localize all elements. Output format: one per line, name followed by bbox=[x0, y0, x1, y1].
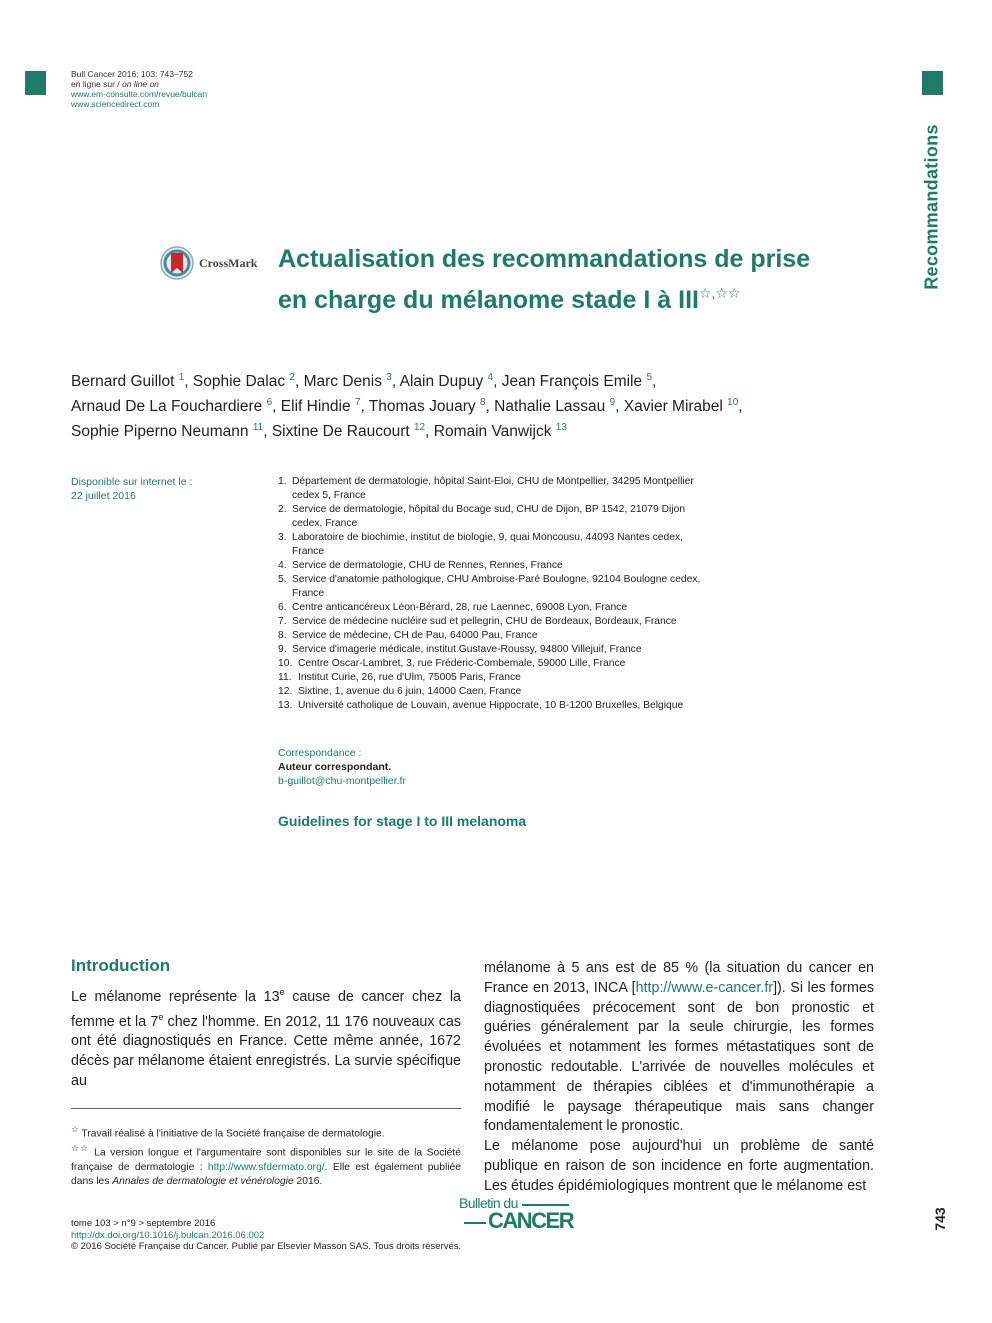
author-affiliation-ref[interactable]: 5 bbox=[646, 372, 652, 383]
author-name: Sophie Piperno Neumann bbox=[71, 423, 249, 441]
title-footnote-marks: ☆,☆☆ bbox=[698, 285, 741, 301]
online-availability: en ligne sur / on line on bbox=[71, 79, 159, 89]
affiliation-text: Service d'anatomie pathologique, CHU Ambroise-Paré Boulogne, 92104 Boulogne cedex, France bbox=[292, 574, 701, 599]
affiliation-text: Université catholique de Louvain, avenue Hippocrate, 10 B-1200 Bruxelles, Belgique bbox=[298, 700, 684, 711]
affiliation-text: Centre Oscar-Lambret, 3, rue Fréderic-Combemale, 59000 Lille, France bbox=[298, 658, 626, 669]
author-affiliation-ref[interactable]: 3 bbox=[386, 372, 392, 383]
sciencedirect-link[interactable]: www.sciencedirect.com bbox=[71, 99, 160, 109]
sfdermato-link[interactable]: http://www.sfdermato.org/ bbox=[207, 1161, 325, 1173]
doi-link[interactable]: http://dx.doi.org/10.1016/j.bulcan.2016.06.002 bbox=[71, 1229, 265, 1241]
affiliation-text: Service de dermatologie, CHU de Rennes, Rennes, France bbox=[292, 560, 563, 571]
affiliation-number: 7. bbox=[278, 616, 287, 627]
author-name: Bernard Guillot bbox=[71, 373, 175, 391]
affiliation-number: 1. bbox=[278, 476, 287, 487]
page-number: 743 bbox=[932, 1207, 948, 1231]
author-name: Arnaud De La Fouchardiere bbox=[71, 398, 263, 416]
footnotes: ☆ Travail réalisé à l'initiative de la Société française de dermatologie. ☆☆ La version longue et l'argumentaire sont disponibles sur le site de la Société française de dermatologie : http://www.sfdermato.org/. Elle est également publiée dans les Annales de dermatologie et vénérologie 2016. bbox=[71, 1124, 461, 1187]
author-name: Xavier Mirabel bbox=[623, 398, 723, 416]
affiliation-item bbox=[278, 671, 708, 685]
author-affiliation-ref[interactable]: 9 bbox=[609, 397, 616, 409]
author-affiliation-ref[interactable]: 8 bbox=[479, 397, 486, 409]
affiliation-number: 5. bbox=[278, 574, 287, 585]
author-affiliation-ref[interactable]: 1 bbox=[178, 372, 185, 383]
affiliation-item bbox=[278, 573, 708, 601]
author-name: Alain Dupuy bbox=[399, 373, 484, 391]
author-name: Sixtine De Raucourt bbox=[271, 423, 410, 441]
journal-logo: Bulletin du CANCER bbox=[459, 1195, 574, 1233]
correspondence: Correspondance : Auteur correspondant. b-guillot@chu-montpellier.fr bbox=[278, 747, 406, 787]
affiliation-item bbox=[278, 699, 708, 713]
affiliation-text: Service de médecine nucléire sud et pellegrin, CHU de Bordeaux, Bordeaux, France bbox=[292, 616, 677, 627]
availability-date: 22 juillet 2016 bbox=[71, 490, 136, 502]
affiliation-item bbox=[278, 657, 708, 671]
affiliation-text: Service de dermatologie, hôpital du Bocage sud, CHU de Dijon, BP 1542, 21079 Dijon cedex, France bbox=[292, 504, 686, 529]
page-footer bbox=[71, 1218, 461, 1253]
journal-header bbox=[71, 69, 207, 109]
affiliation-text: Centre anticancéreux Léon-Bérard, 28, rue Laennec, 69008 Lyon, France bbox=[292, 602, 628, 613]
e-cancer-link[interactable]: http://www.e-cancer.fr bbox=[635, 979, 774, 996]
author-name: Elif Hindie bbox=[280, 398, 351, 416]
author-affiliation-ref[interactable]: 7 bbox=[354, 397, 361, 409]
author-list: Bernard Guillot $^1$, Sophie Dalac $^2$, Marc Denis $^3$, Alain Dupuy $^4$, Jean François Emile $^5$, Arnaud De La Fouchardiere $^6$, Elif Hindie $^7$, Thomas Jouary $^8$, Nathalie Lassau $^9$, Xavier Mirabel $^{10}$, Sophie Piperno Neumann $^{11}$, Sixtine De Raucourt $^{12}$, Romain Vanwijck $^{13}$ bbox=[71, 372, 743, 441]
affiliation-text: Sixtine, 1, avenue du 6 juin, 14000 Caen, France bbox=[298, 686, 522, 697]
availability: Disponible sur internet le : 22 juillet 2016 bbox=[71, 476, 193, 502]
crossmark-icon bbox=[159, 245, 195, 281]
affiliation-number: 13. bbox=[278, 700, 293, 711]
affiliation-number: 11. bbox=[278, 672, 292, 683]
english-title: Guidelines for stage I to III melanoma bbox=[278, 813, 527, 829]
affiliation-number: 2. bbox=[278, 504, 287, 515]
author-name: Sophie Dalac bbox=[192, 373, 286, 391]
affiliation-item bbox=[278, 629, 708, 643]
section-label: Recommandations bbox=[921, 124, 942, 290]
affiliation-item bbox=[278, 685, 708, 699]
affiliation-list bbox=[278, 475, 708, 713]
author-affiliation-ref[interactable]: 11 bbox=[252, 422, 264, 434]
affiliation-item bbox=[278, 601, 708, 615]
author-affiliation-ref[interactable]: 13 bbox=[555, 422, 567, 434]
body-column-right: mélanome à 5 ans est de 85 % (la situation du cancer en France en 2013, INCA [http://www.e-cancer.fr]). Si les formes diagnostiquées précocement sont de bon pronostic et guéries généralement par la seule chirurgie, les formes évoluées et notamment les formes métastatiques sont de pronostic redoutable. L'arrivée de nouvelles molécules et notamment de thérapies ciblées et d'immunothérapie a modifié le paysage thérapeutique mais sans changer fondamentalement le pronostic. Le mélanome pose aujourd'hui un problème de santé publique en raison de son incidence en forte augmentation. Les études épidémiologiques montrent que le mélanome est bbox=[484, 960, 874, 1194]
copyright: © 2016 Société Française du Cancer. Publié par Elsevier Masson SAS. Tous droits réservés. bbox=[71, 1241, 462, 1252]
author-name: Romain Vanwijck bbox=[433, 423, 552, 441]
affiliation-text: Laboratoire de biochimie, institut de biologie, 9, quai Moncousu, 44093 Nantes cedex, France bbox=[292, 532, 683, 557]
author-affiliation-ref[interactable]: 4 bbox=[487, 372, 494, 383]
footnote-divider bbox=[71, 1108, 461, 1109]
author-affiliation-ref[interactable]: 10 bbox=[727, 397, 739, 409]
author-name: Marc Denis bbox=[303, 373, 382, 391]
author-name: Thomas Jouary bbox=[368, 398, 476, 416]
author-name: Jean François Emile bbox=[501, 373, 643, 391]
affiliation-text: Institut Curie, 26, rue d'Ulm, 75005 Paris, France bbox=[298, 672, 521, 683]
affiliation-number: 3. bbox=[278, 532, 287, 543]
affiliation-item bbox=[278, 503, 708, 531]
affiliation-number: 6. bbox=[278, 602, 287, 613]
affiliation-text: Service d'imagerie médicale, institut Gustave-Roussy, 94800 Villejuif, France bbox=[292, 644, 642, 655]
issue-info: tome 103 > n°9 > septembre 2016 bbox=[71, 1218, 216, 1229]
body-column-left: Le mélanome représente la 13e cause de cancer chez la femme et la 7e chez l'homme. En 2012, 11 176 nouveaux cas ont été diagnostiqués en France. Cette même année, 1672 décès par mélanome étaient enregistrés. La survie spécifique au bbox=[71, 987, 461, 1089]
affiliation-item bbox=[278, 531, 708, 559]
affiliation-item bbox=[278, 559, 708, 573]
crossmark-badge[interactable] bbox=[159, 245, 257, 281]
corner-square-left bbox=[25, 71, 46, 95]
affiliation-number: 10. bbox=[278, 658, 293, 669]
author-affiliation-ref[interactable]: 6 bbox=[266, 397, 273, 409]
affiliation-number: 9. bbox=[278, 644, 287, 655]
affiliation-item bbox=[278, 615, 708, 629]
affiliation-item bbox=[278, 643, 708, 657]
corner-square-right bbox=[922, 71, 943, 95]
affiliation-text: Département de dermatologie, hôpital Saint-Eloi, CHU de Montpellier, 34295 Montpellier cedex 5, France bbox=[292, 476, 694, 501]
crossmark-label: CrossMark bbox=[199, 255, 258, 270]
em-consulte-link[interactable]: www.em-consulte.com/revue/bulcan bbox=[71, 89, 208, 99]
affiliation-number: 8. bbox=[278, 630, 287, 641]
affiliation-number: 12. bbox=[278, 686, 293, 697]
section-heading: Introduction bbox=[71, 956, 171, 975]
journal-reference: Bull Cancer 2016; 103: 743–752 bbox=[71, 69, 193, 79]
affiliation-text: Service de médecine, CH de Pau, 64000 Pau, France bbox=[292, 630, 538, 641]
author-affiliation-ref[interactable]: 2 bbox=[289, 372, 295, 383]
affiliation-item bbox=[278, 475, 708, 503]
correspondence-email[interactable]: b-guillot@chu-montpellier.fr bbox=[278, 775, 406, 787]
article-title: Actualisation des recommandations de prise en charge du mélanome stade I à III☆,☆☆ bbox=[278, 245, 811, 314]
author-affiliation-ref[interactable]: 12 bbox=[414, 422, 426, 434]
author-name: Nathalie Lassau bbox=[494, 398, 606, 416]
affiliation-number: 4. bbox=[278, 560, 287, 571]
